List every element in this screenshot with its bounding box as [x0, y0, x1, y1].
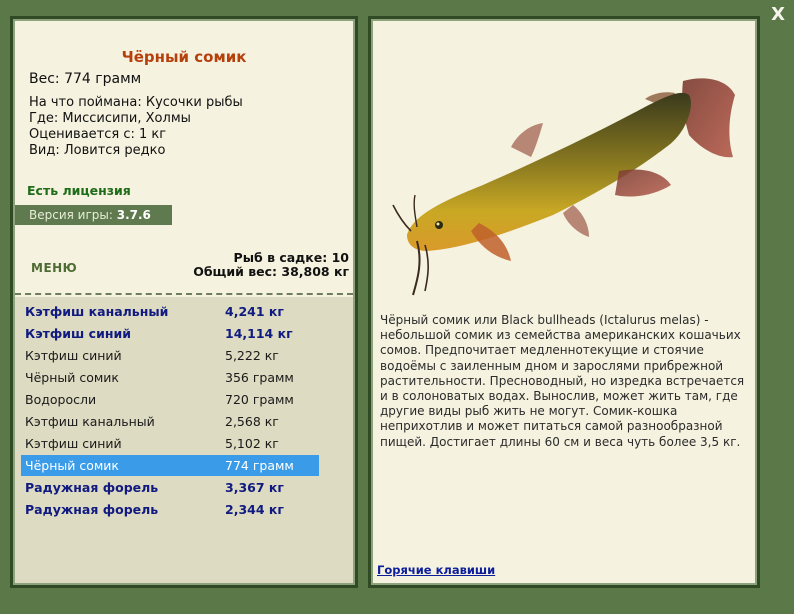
fish-detail-panel: [368, 16, 760, 588]
cage-total-weight: Общий вес: 38,808 кг: [193, 264, 349, 279]
catch-name: Кэтфиш канальный: [25, 414, 155, 429]
fish-description: Чёрный сомик или Black bullheads (Ictalurus melas) - небольшой сомик из семейства американских кошачьих сомов. Предпочитает медленнотекущие и стоячие водоёмы с заиленным дном и зарослями прибрежной растительности. Пресноводный, но изредка встречается и в солоноватых водах. Вынослив, может жить там, где другие виды рыб жить не могут. Сомик-кошка неприхотлив и может питаться самой разнообразной пищей. Достигает длины 60 см и веса чуть более 3,5 кг.: [380, 313, 745, 449]
catch-weight: 2,344 кг: [225, 502, 284, 517]
catch-name: Кэтфиш синий: [25, 436, 122, 451]
bait-info: На что поймана: Кусочки рыбы: [29, 95, 243, 110]
catch-list-row[interactable]: [21, 499, 319, 520]
catch-weight: 2,568 кг: [225, 414, 279, 429]
close-button[interactable]: X: [771, 4, 785, 25]
catch-list-row[interactable]: [21, 367, 319, 388]
cage-count: Рыб в садке: 10: [233, 250, 349, 265]
catch-list-row[interactable]: [21, 345, 319, 366]
version-label: Версия игры:: [29, 208, 113, 222]
menu-button[interactable]: МЕНЮ: [31, 261, 78, 275]
catch-weight: 356 грамм: [225, 370, 294, 385]
version-value: 3.7.6: [116, 208, 151, 222]
catch-name: Кэтфиш синий: [25, 326, 131, 341]
catch-list-row[interactable]: [21, 301, 319, 322]
location-info: Где: Миссисипи, Холмы: [29, 111, 191, 126]
catch-weight: 14,114 кг: [225, 326, 293, 341]
catch-name: Чёрный сомик: [25, 458, 119, 473]
catch-weight: 4,241 кг: [225, 304, 284, 319]
license-status: Есть лицензия: [27, 183, 131, 198]
fish-title: Чёрный сомик: [121, 48, 247, 66]
catch-weight: 5,102 кг: [225, 436, 279, 451]
fish-image: [383, 45, 745, 305]
catch-list: [15, 297, 353, 583]
catch-name: Кэтфиш синий: [25, 348, 122, 363]
catch-list-row[interactable]: [21, 389, 319, 410]
catch-list-row[interactable]: [21, 477, 319, 498]
catch-weight: 720 грамм: [225, 392, 294, 407]
catch-name: Кэтфиш канальный: [25, 304, 169, 319]
catch-weight: 5,222 кг: [225, 348, 279, 363]
catch-list-row[interactable]: [21, 323, 319, 344]
divider: [15, 293, 353, 295]
catch-name: Радужная форель: [25, 502, 159, 517]
cage-stats: [193, 251, 349, 279]
catch-weight: 774 грамм: [225, 458, 294, 473]
fish-info-panel: [10, 16, 358, 588]
fish-weight: Вес: 774 грамм: [29, 71, 142, 87]
catch-name: Чёрный сомик: [25, 370, 119, 385]
hotkeys-link[interactable]: Горячие клавиши: [377, 563, 496, 577]
valued-from-info: Оценивается с: 1 кг: [29, 127, 167, 142]
catch-list-row[interactable]: [21, 433, 319, 454]
catch-name: Водоросли: [25, 392, 97, 407]
version-bar: [15, 205, 172, 225]
catch-list-row[interactable]: [21, 455, 319, 476]
catch-name: Радужная форель: [25, 480, 159, 495]
catch-weight: 3,367 кг: [225, 480, 284, 495]
rarity-info: Вид: Ловится редко: [29, 143, 166, 158]
catch-list-row[interactable]: [21, 411, 319, 432]
